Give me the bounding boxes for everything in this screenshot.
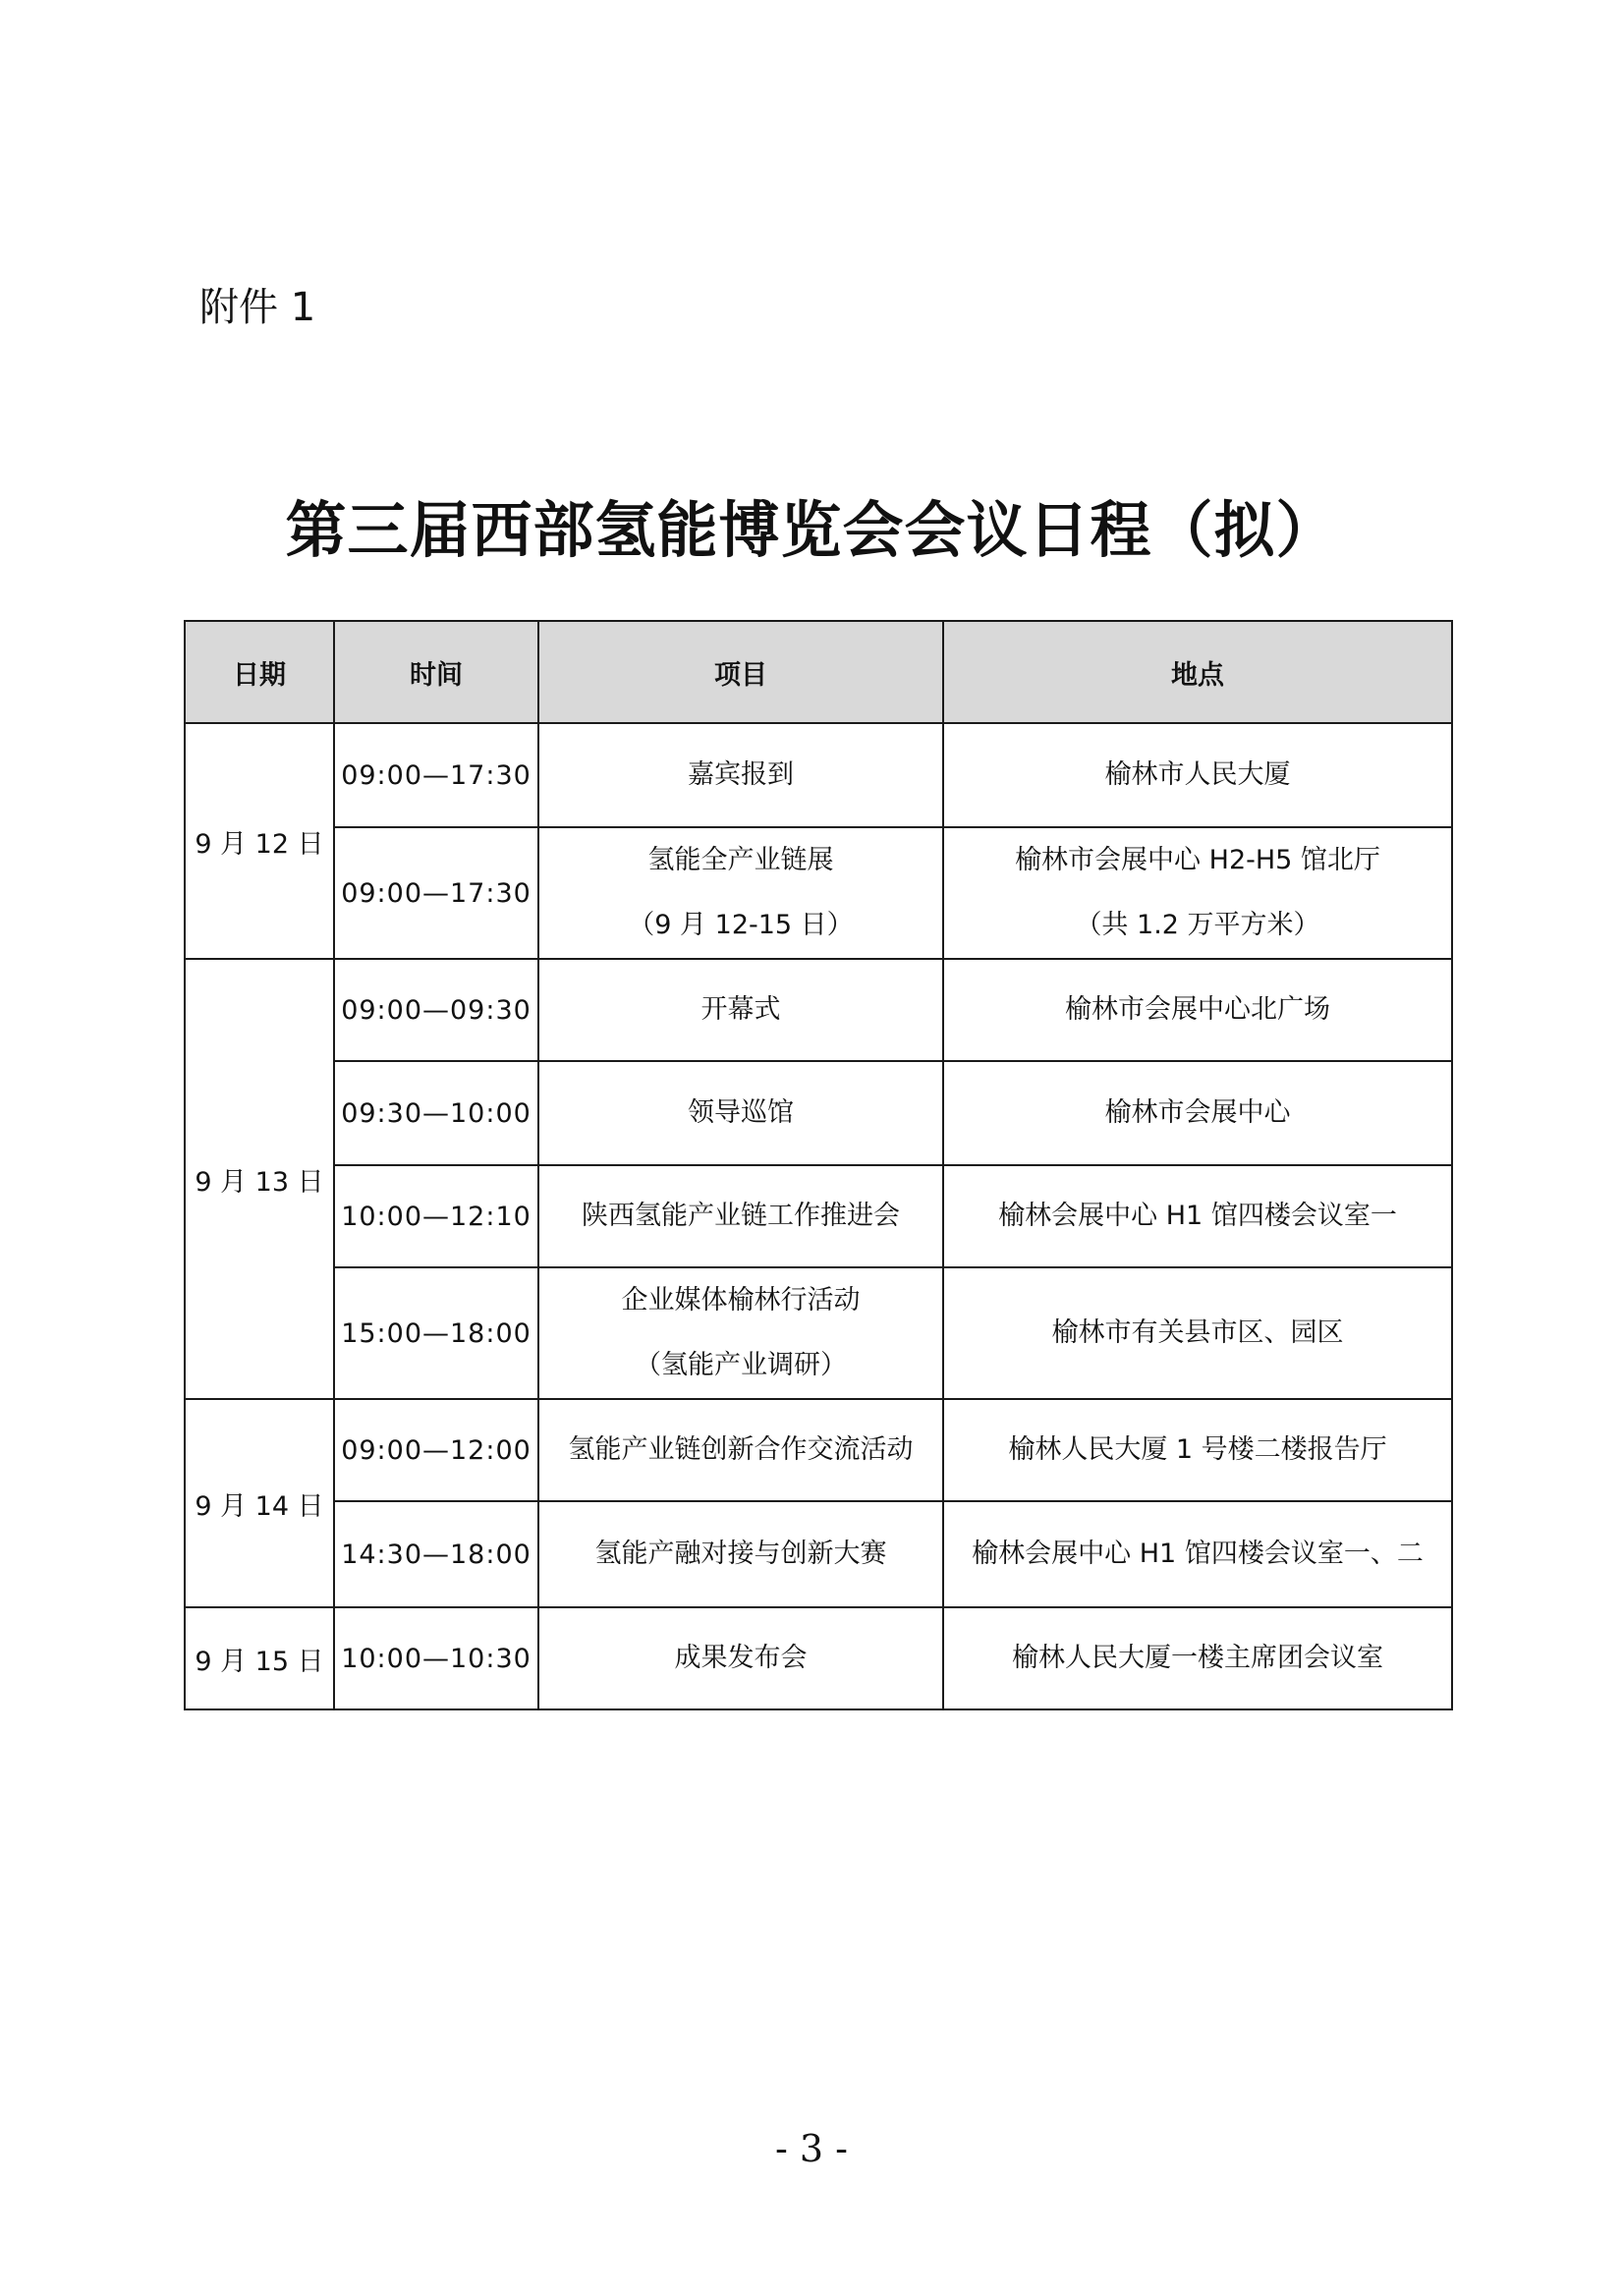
item-line: （氢能产业调研） [635, 1350, 847, 1380]
time-cell: 09:00—12:00 [334, 1399, 538, 1501]
table-row [185, 1399, 1452, 1501]
document-title: 第三届西部氢能博览会会议日程（拟） [285, 494, 1338, 566]
place-cell [943, 723, 1452, 827]
item-line: 成果发布会 [674, 1643, 808, 1673]
place-cell [943, 959, 1452, 1061]
item-cell [538, 1607, 943, 1709]
schedule-table [184, 620, 1453, 1710]
item-cell [538, 1399, 943, 1501]
item-cell [538, 1061, 943, 1165]
time-cell: 09:00—09:30 [334, 959, 538, 1061]
place-cell [943, 827, 1452, 959]
table-row [185, 1165, 1452, 1267]
table-row [185, 723, 1452, 827]
place-line: （共 1.2 万平方米） [1075, 910, 1320, 940]
item-line: 陕西氢能产业链工作推进会 [582, 1201, 900, 1231]
place-cell [943, 1501, 1452, 1607]
date-cell: 9 月 14 日 [185, 1399, 334, 1607]
page-number: - 3 - [774, 2127, 848, 2170]
place-cell [943, 1061, 1452, 1165]
item-line: 氢能产业链创新合作交流活动 [568, 1434, 914, 1465]
item-cell [538, 1267, 943, 1399]
item-line: 领导巡馆 [688, 1097, 794, 1128]
place-line: 榆林市会展中心 H2-H5 馆北厅 [1015, 845, 1380, 875]
place-line: 榆林市会展中心 [1104, 1097, 1291, 1128]
place-cell [943, 1267, 1452, 1399]
time-cell: 09:00—17:30 [334, 723, 538, 827]
time-cell: 10:00—10:30 [334, 1607, 538, 1709]
place-line: 榆林人民大厦一楼主席团会议室 [1012, 1643, 1383, 1673]
header-place: 地点 [943, 621, 1452, 723]
item-cell [538, 1501, 943, 1607]
time-cell: 09:00—17:30 [334, 827, 538, 959]
header-date: 日期 [185, 621, 334, 723]
item-line: 嘉宾报到 [688, 759, 794, 790]
item-line: （9 月 12-15 日） [628, 910, 854, 940]
place-line: 榆林市有关县市区、园区 [1051, 1317, 1344, 1348]
table-row [185, 1267, 1452, 1399]
place-line: 榆林市人民大厦 [1104, 759, 1291, 790]
place-cell [943, 1399, 1452, 1501]
item-cell [538, 1165, 943, 1267]
date-cell: 9 月 15 日 [185, 1607, 334, 1709]
table-header-row [185, 621, 1452, 723]
attachment-label: 附件 1 [199, 285, 316, 330]
table-row [185, 959, 1452, 1061]
table-row [185, 827, 1452, 959]
time-cell: 09:30—10:00 [334, 1061, 538, 1165]
place-line: 榆林市会展中心北广场 [1065, 994, 1330, 1025]
item-line: 企业媒体榆林行活动 [621, 1285, 861, 1316]
place-cell [943, 1165, 1452, 1267]
item-line: 氢能产融对接与创新大赛 [594, 1539, 887, 1569]
place-cell [943, 1607, 1452, 1709]
item-cell [538, 827, 943, 959]
table-row [185, 1607, 1452, 1709]
header-time: 时间 [334, 621, 538, 723]
place-line: 榆林人民大厦 1 号楼二楼报告厅 [1008, 1434, 1387, 1465]
date-cell: 9 月 12 日 [185, 723, 334, 959]
header-item: 项目 [538, 621, 943, 723]
table-row [185, 1501, 1452, 1607]
item-line: 氢能全产业链展 [647, 845, 834, 875]
time-cell: 15:00—18:00 [334, 1267, 538, 1399]
item-cell [538, 723, 943, 827]
place-line: 榆林会展中心 H1 馆四楼会议室一 [998, 1201, 1397, 1231]
item-line: 开幕式 [700, 994, 781, 1025]
place-line: 榆林会展中心 H1 馆四楼会议室一、二 [972, 1539, 1424, 1569]
time-cell: 14:30—18:00 [334, 1501, 538, 1607]
item-cell [538, 959, 943, 1061]
time-cell: 10:00—12:10 [334, 1165, 538, 1267]
table-row [185, 1061, 1452, 1165]
date-cell: 9 月 13 日 [185, 959, 334, 1399]
